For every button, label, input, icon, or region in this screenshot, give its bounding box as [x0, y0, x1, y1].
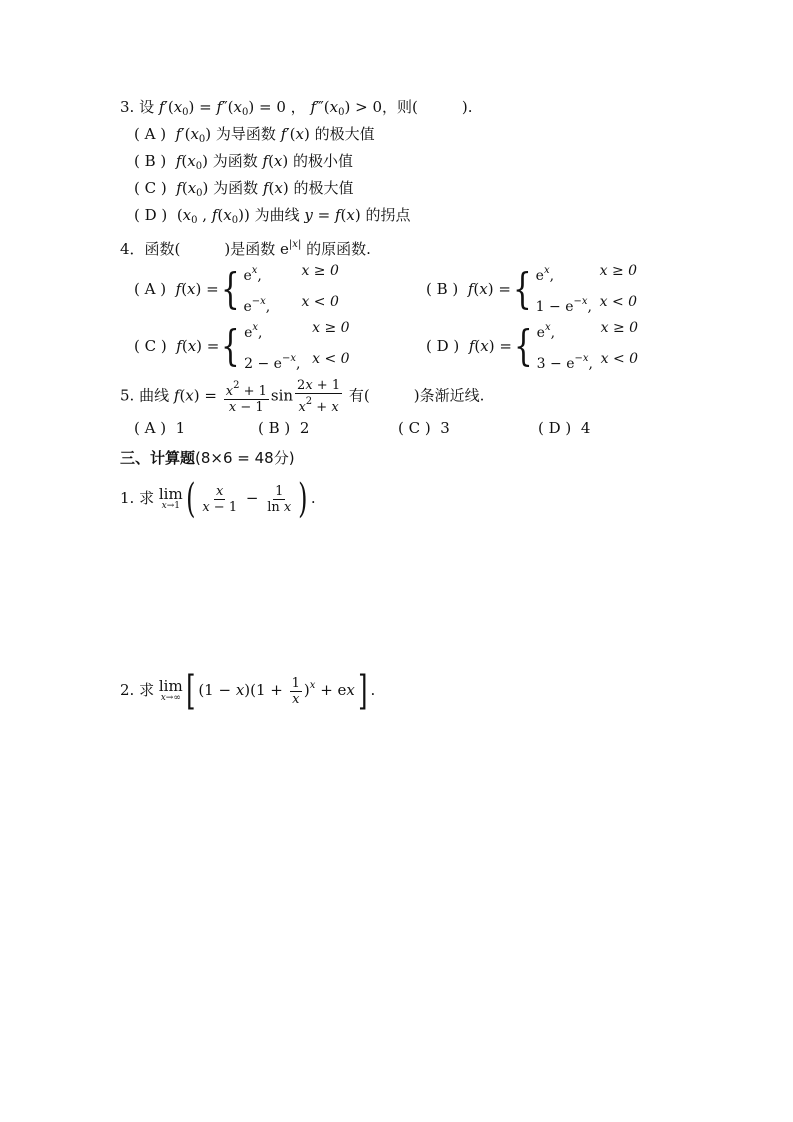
q4-stem: 4．函数( )是函数 $e^{|x|}$ 的原函数. — [120, 239, 371, 258]
fraction: $\frac{1}{\text{ln x}}$ — [267, 483, 292, 515]
section-heading: 三、计算题(8×6 = 48分) — [120, 449, 295, 467]
brace: { — [220, 264, 240, 313]
calc-1: 1. 求 lim x→1 ( $\frac{x}{x - 1}$ − $\frac{1}{\text{ln x}}$ ) . — [120, 476, 316, 522]
fraction: $\frac{x}{x - 1}$ — [202, 483, 238, 515]
fraction: $\frac{2x + 1}{x^2 + x}$ — [297, 378, 341, 415]
fraction: $\frac{x^2 + 1}{x - 1}$ — [225, 380, 267, 415]
q3-option-d[interactable]: ( D ) ($x_0$ , $f(x_0)$) 为曲线 y = f(x) 的拐点 — [134, 206, 411, 226]
brace: { — [221, 321, 241, 370]
q3-stem: 3. 设 $f'(x_0) = f''(x_0) = 0$ ， $f‴(x_0) > 0$，则( ). — [120, 98, 473, 118]
q4-option-c[interactable]: ( C ) f ( x ) = { $e^x$, x ≥ 0 $2 - e^{-x}$, x < 0 — [134, 320, 350, 372]
limit-operator: lim x→1 — [158, 485, 183, 511]
q5-option-b[interactable]: ( B ) 2 — [258, 419, 310, 437]
q5-option-c[interactable]: ( C ) 3 — [398, 419, 450, 437]
brace: { — [512, 264, 532, 313]
q5-option-d[interactable]: ( D ) 4 — [538, 419, 591, 437]
q3-number: 3. 设 — [120, 98, 155, 116]
q5-option-a[interactable]: ( A ) 1 — [134, 419, 186, 437]
brace: { — [513, 321, 533, 370]
q3-option-b[interactable]: ( B ) $f(x_0)$ 为函数 f(x) 的极小值 — [134, 152, 354, 172]
calc-2: 2. 求 lim x→∞ [ (1 − x)(1 + $\frac{1}{x}$ )$^x$ + ex] . — [120, 668, 376, 714]
limit-operator: lim x→∞ — [158, 677, 183, 703]
q5-stem: 5. 曲线 f(x) = $\frac{x^2 + 1}{x - 1}$ sin $\frac{2x + 1}{x^2 + x}$ 有( )条渐近线. — [120, 378, 485, 415]
fraction: $\frac{1}{x}$ — [291, 675, 300, 707]
q4-option-b[interactable]: ( B ) f ( x ) = { $e^x$, x ≥ 0 $1 - e^{-x}$, x < 0 — [426, 263, 638, 315]
q4-option-a[interactable]: ( A ) f ( x ) = { $e^x$, x ≥ 0 $e^{-x}$, x < 0 — [134, 263, 339, 315]
q3-option-c[interactable]: ( C ) $f(x_0)$ 为函数 f(x) 的极大值 — [134, 179, 354, 199]
q3-option-a[interactable]: ( A ) $f'(x_0)$ 为导函数 f′(x) 的极大值 — [134, 125, 375, 145]
q4-option-d[interactable]: ( D ) f ( x ) = { $e^x$, x ≥ 0 $3 - e^{-x}$, x < 0 — [426, 320, 639, 372]
